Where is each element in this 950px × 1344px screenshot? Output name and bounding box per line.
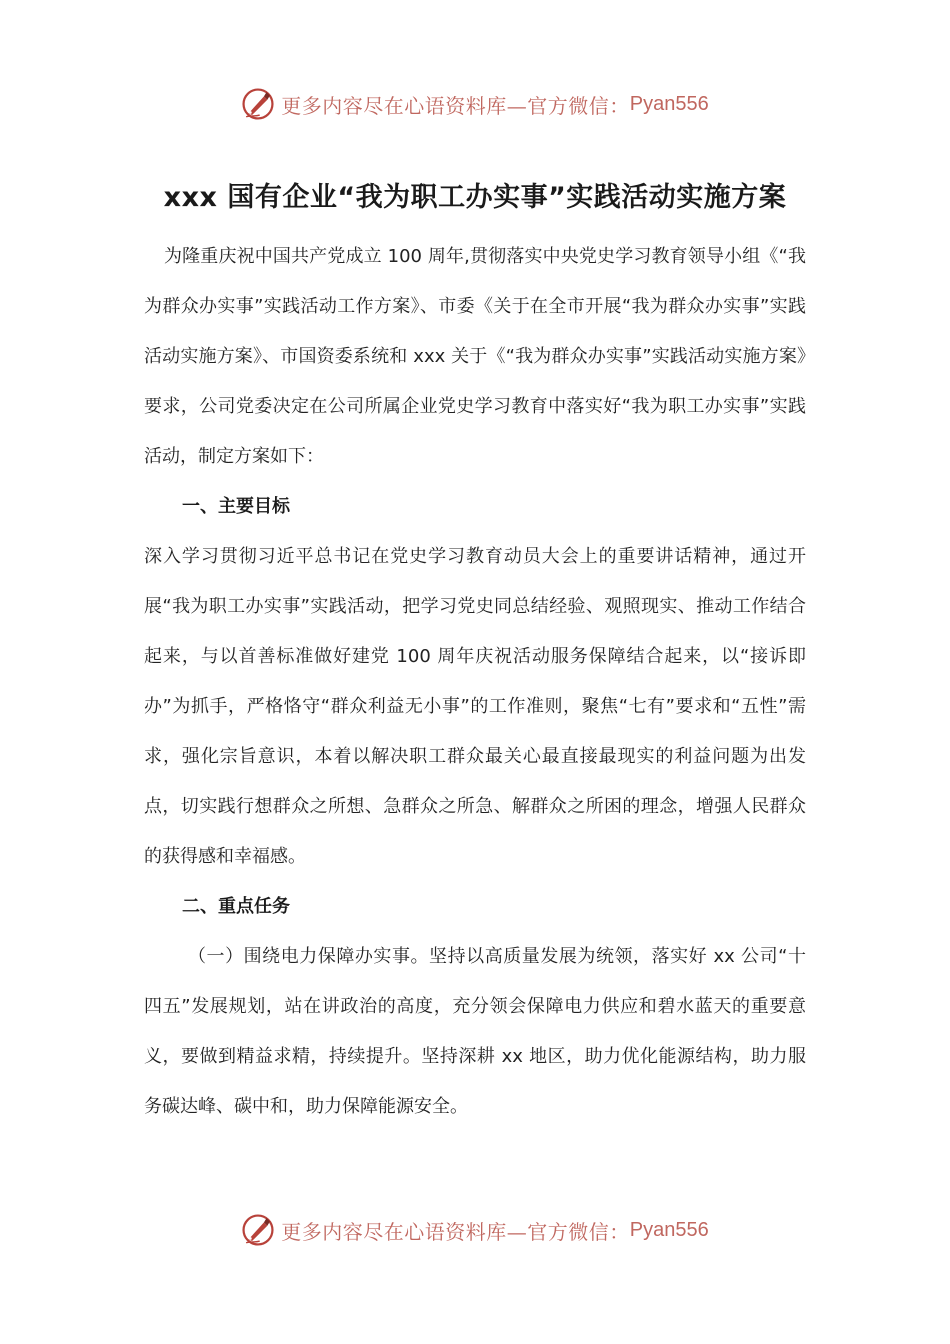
intro-paragraph: 为隆重庆祝中国共产党成立 100 周年,贯彻落实中央党史学习教育领导小组《“我为群众办实事”实践活动工作方案》、市委《关于在全市开展“我为群众办实事”实践活动实施方案》、市国资委系统和 xxx 关于《“我为群众办实事”实践活动实施方案》要求，公司党委决定在公司所属企业党史学习教育中落实好“我为职工办实事”实践活动，制定方案如下： [144, 246, 806, 467]
pen-nib-logo-icon [241, 1213, 275, 1247]
watermark-account: Pyan556 [629, 92, 709, 115]
key-task-item-1: （一）围绕电力保障办实事。坚持以高质量发展为统领，落实好 xx 公司“十四五”发展规划，站在讲政治的高度，充分领会保障电力供应和碧水蓝天的重要意义，要做到精益求精，持续提升。坚持深耕 xx 地区，助力优化能源结构，助力服务碳达峰、碳中和，助力保障能源安全。 [144, 946, 806, 1117]
header-watermark [0, 84, 950, 124]
section-heading-main-goals: 一、主要目标 [182, 496, 290, 517]
document-body [144, 232, 806, 1132]
footer-watermark [0, 1210, 950, 1250]
section-heading-key-tasks: 二、重点任务 [182, 896, 290, 917]
main-goals-paragraph: 深入学习贯彻习近平总书记在党史学习教育动员大会上的重要讲话精神，通过开展“我为职工办实事”实践活动，把学习党史同总结经验、观照现实、推动工作结合起来，与以首善标准做好建党 100 周年庆祝活动服务保障结合起来，以“接诉即办”为抓手，严格恪守“群众利益无小事”的工作准则，聚焦“七有”要求和“五性”需求，强化宗旨意识，本着以解决职工群众最关心最直接最现实的利益问题为出发点，切实践行想群众之所想、急群众之所急、解群众之所困的理念，增强人民群众的获得感和幸福感。 [144, 546, 806, 867]
watermark-account: Pyan556 [629, 1218, 709, 1241]
pen-nib-logo-icon [241, 87, 275, 121]
document-title: xxx 国有企业“我为职工办实事”实践活动实施方案 [163, 182, 787, 213]
watermark-text: 更多内容尽在心语资料库—官方微信： [281, 1219, 630, 1244]
watermark-text: 更多内容尽在心语资料库—官方微信： [281, 93, 630, 118]
